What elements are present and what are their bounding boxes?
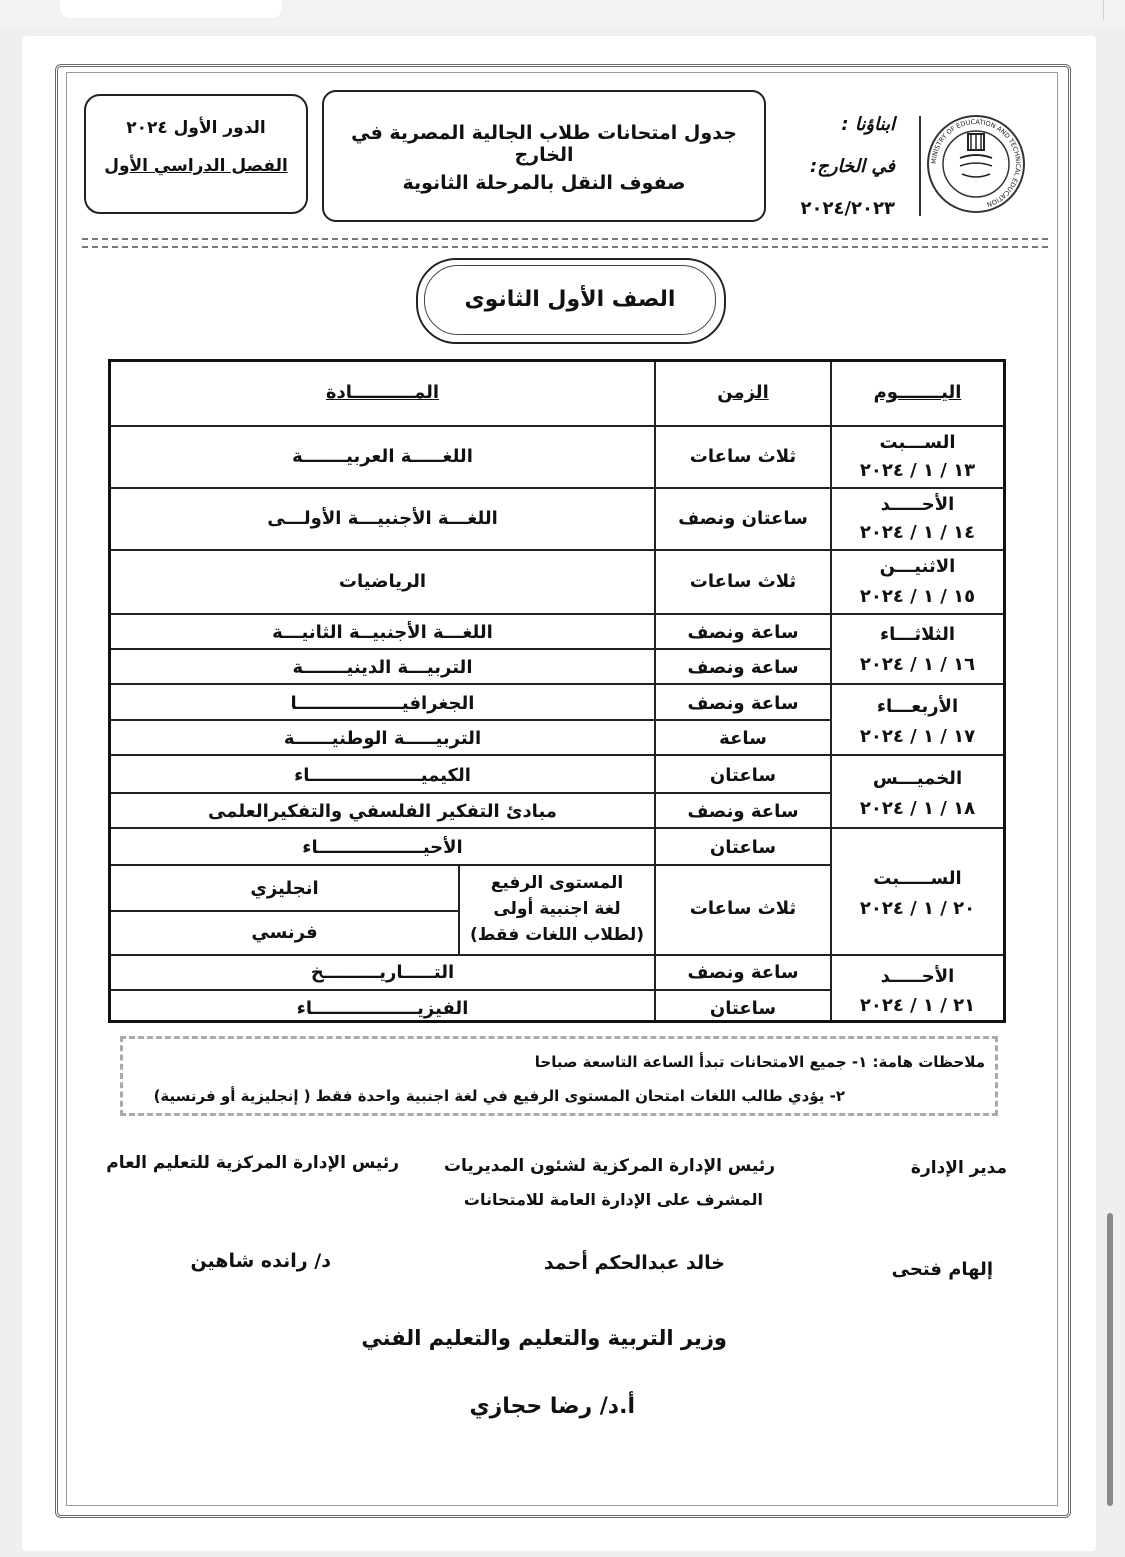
exam-subject: اللغـــــة العربيـــــــة <box>292 446 473 467</box>
header-duration: الزمن <box>717 382 769 403</box>
schedule-title: جدول امتحانات طلاب الجالية المصرية في الخارج <box>351 122 737 166</box>
semester-line: الفصل الدراسي الأول <box>104 156 288 176</box>
exam-duration: ثلاث ساعات <box>689 898 797 919</box>
header-subject: المــــــــــادة <box>325 382 440 403</box>
subrow-divider <box>111 864 830 866</box>
header-separator <box>82 238 1048 240</box>
exam-duration: ساعتان <box>709 765 777 786</box>
schedule-subtitle: صفوف النقل بالمرحلة الثانوية <box>402 172 686 194</box>
day-date: ١٤ / ١ / ٢٠٢٤ <box>859 522 976 543</box>
row-divider <box>111 487 1003 489</box>
exam-duration: ساعة ونصف <box>687 657 799 678</box>
minister-name: أ.د/ رضا حجازي <box>469 1394 635 1419</box>
day-name: الثلاثـــاء <box>879 624 956 645</box>
row-divider <box>111 954 1003 956</box>
exam-subject: التـــــاريـــــــــخ <box>310 962 455 983</box>
exam-duration: ساعة ونصف <box>687 962 799 983</box>
exam-duration: ساعتان <box>709 837 777 858</box>
day-name: الأربعـــاء <box>876 696 959 717</box>
exam-duration: ثلاث ساعات <box>689 571 797 592</box>
signatory-name: إلهام فتحى <box>891 1259 993 1280</box>
exam-subject: مبادئ التفكير الفلسفي والتفكيرالعلمى <box>208 801 557 822</box>
abroad-line1: ابناؤنا : <box>841 114 895 135</box>
exam-subject: اللغـــة الأجنبيـــة الأولـــى <box>267 508 498 529</box>
grade-title-box <box>416 258 726 344</box>
day-name: الأحـــــد <box>880 494 955 515</box>
schedule-title-box <box>322 90 766 222</box>
header-separator <box>82 246 1048 248</box>
subrow-divider <box>111 989 830 991</box>
session-line: الدور الأول ٢٠٢٤ <box>126 118 266 138</box>
day-date: ٢٠ / ١ / ٢٠٢٤ <box>859 898 976 919</box>
language-option: فرنسي <box>251 922 318 943</box>
exam-duration: ساعتان ونصف <box>678 508 808 529</box>
subrow-divider <box>111 648 830 650</box>
signatory-name: خالد عبدالحكم أحمد <box>543 1252 725 1274</box>
svg-text:MINISTRY OF EDUCATION AND TECH: MINISTRY OF EDUCATION AND TECHNICAL EDUCATION <box>929 117 1023 209</box>
advanced-level-label <box>460 870 654 948</box>
exam-session-box <box>84 94 308 214</box>
day-date: ١٣ / ١ / ٢٠٢٤ <box>859 460 976 481</box>
signatory-name: د/ رانده شاهين <box>190 1250 331 1272</box>
exam-subject: الكيميــــــــــــــــــاء <box>294 765 471 786</box>
header-day: اليـــــــوم <box>873 382 962 403</box>
day-name: الخميـــس <box>872 768 963 789</box>
exam-subject: التربيـــة الدينيـــــــة <box>292 657 473 678</box>
day-date: ١٧ / ١ / ٢٠٢٤ <box>859 726 976 747</box>
row-divider <box>111 827 1003 829</box>
exam-subject: التربيـــــة الوطنيــــــة <box>283 728 482 749</box>
note-line: ٢- يؤدي طالب اللغات امتحان المستوى الرفيع في لغة اجنبية واحدة فقط ( إنجليزية أو فرنسية) <box>153 1087 845 1105</box>
exam-subject: اللغـــة الأجنبيــة الثانيـــة <box>272 622 493 643</box>
day-date: ١٦ / ١ / ٢٠٢٤ <box>859 654 976 675</box>
day-date: ١٨ / ١ / ٢٠٢٤ <box>859 798 976 819</box>
subrow-divider <box>111 792 830 794</box>
signatory-title: رئيس الإدارة المركزية لشئون المديريات <box>443 1156 775 1176</box>
abroad-label <box>770 110 895 222</box>
exam-subject: الفيزيـــــــــــــــــاء <box>296 998 469 1019</box>
language-option: انجليزي <box>250 878 319 899</box>
day-date: ٢١ / ١ / ٢٠٢٤ <box>859 995 976 1016</box>
exam-duration: ساعة <box>719 728 767 749</box>
day-name: الســـبت <box>879 432 956 453</box>
advanced-level-line: (لطلاب اللغات فقط) <box>469 925 645 945</box>
scrollbar-thumb[interactable] <box>1107 1213 1113 1506</box>
ministry-logo-icon <box>918 108 1026 220</box>
row-divider <box>111 754 1003 756</box>
exam-subject: الرياضيات <box>338 571 427 592</box>
row-divider <box>111 425 1003 427</box>
exam-subject: الجغرافيـــــــــــــــــا <box>290 693 475 714</box>
academic-year: ٢٠٢٤/٢٠٢٣ <box>800 198 895 219</box>
exam-schedule-table <box>108 359 1006 1023</box>
browser-top-strip <box>0 0 1125 26</box>
day-date: ١٥ / ١ / ٢٠٢٤ <box>859 586 976 607</box>
row-divider <box>111 549 1003 551</box>
row-divider <box>111 683 1003 685</box>
minister-title: وزير التربية والتعليم والتعليم الفني <box>361 1326 727 1350</box>
signatory-title: مدير الإدارة <box>910 1158 1007 1178</box>
row-divider <box>111 613 1003 615</box>
grade-title: الصف الأول الثانوى <box>424 265 716 335</box>
day-name: الســـــبت <box>873 868 962 889</box>
exam-duration: ثلاث ساعات <box>689 446 797 467</box>
advanced-level-line: المستوى الرفيع <box>490 873 624 893</box>
exam-subject: الأحيـــــــــــــــــاء <box>302 837 463 858</box>
signatory-subtitle: المشرف على الإدارة العامة للامتحانات <box>463 1190 763 1209</box>
exam-duration: ساعة ونصف <box>687 693 799 714</box>
note-line: ملاحظات هامة: ١- جميع الامتحانات تبدأ الساعة التاسعة صباحا <box>534 1053 985 1071</box>
day-name: الأحـــــد <box>880 966 955 987</box>
advanced-level-line: لغة اجنبية أولى <box>493 899 621 919</box>
day-name: الاثنيـــن <box>879 556 956 577</box>
abroad-line2: في الخارج: <box>810 156 895 177</box>
previous-page-edge <box>60 0 282 18</box>
exam-duration: ساعة ونصف <box>687 622 799 643</box>
subrow-divider <box>111 719 830 721</box>
exam-duration: ساعتان <box>709 998 777 1019</box>
exam-duration: ساعة ونصف <box>687 801 799 822</box>
subrow-divider <box>111 910 458 912</box>
top-divider <box>1103 0 1104 20</box>
important-notes-box <box>120 1036 998 1116</box>
signatory-title: رئيس الإدارة المركزية للتعليم العام <box>106 1153 399 1173</box>
